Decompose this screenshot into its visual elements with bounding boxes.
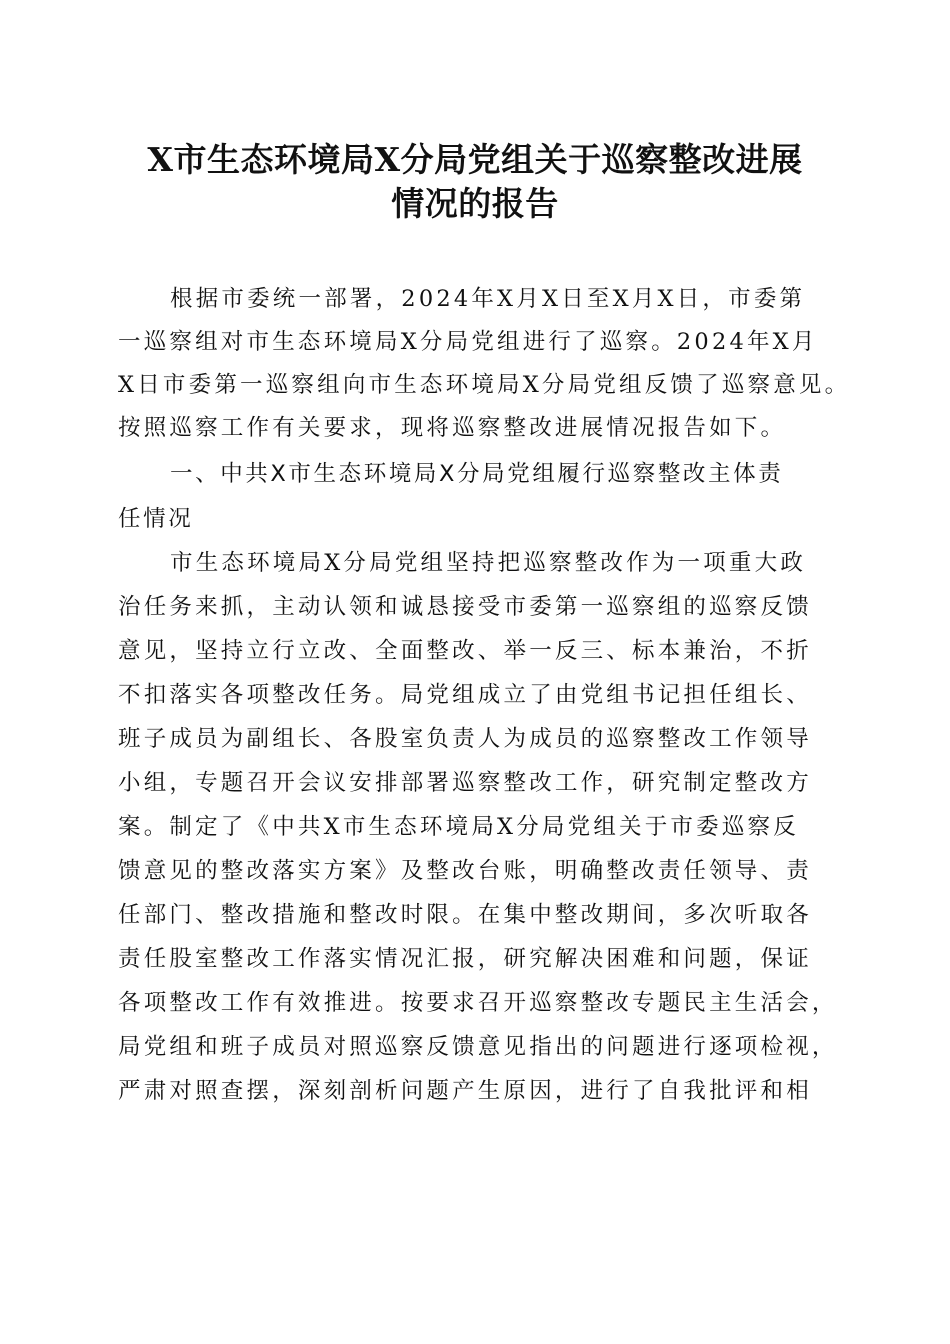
paragraph-2-line-12: 局党组和班子成员对照巡察反馈意见指出的问题进行逐项检视， bbox=[118, 1034, 838, 1060]
paragraph-2-line-7: 案。制定了《中共X市生态环境局X分局党组关于市委巡察反 bbox=[118, 814, 799, 840]
paragraph-2-line-1: 市生态环境局X分局党组坚持把巡察整改作为一项重大政 bbox=[170, 550, 807, 576]
paragraph-2-line-2: 治任务来抓，主动认领和诚恳接受市委第一巡察组的巡察反馈 bbox=[118, 594, 812, 620]
paragraph-2-line-10: 责任股室整改工作落实情况汇报，研究解决困难和问题，保证 bbox=[118, 946, 812, 972]
paragraph-2-line-13: 严肃对照查摆，深刻剖析问题产生原因，进行了自我批评和相 bbox=[118, 1078, 812, 1104]
paragraph-2-line-5: 班子成员为副组长、各股室负责人为成员的巡察整改工作领导 bbox=[118, 726, 812, 752]
paragraph-2-line-9: 任部门、整改措施和整改时限。在集中整改期间，多次听取各 bbox=[118, 902, 812, 928]
paragraph-2-line-4: 不扣落实各项整改任务。局党组成立了由党组书记担任组长、 bbox=[118, 682, 812, 708]
paragraph-1-line-3: X日市委第一巡察组向市生态环境局X分局党组反馈了巡察意见。 bbox=[118, 372, 851, 398]
paragraph-2-line-11: 各项整改工作有效推进。按要求召开巡察整改专题民主生活会， bbox=[118, 990, 838, 1016]
document-title-line-2: 情况的报告 bbox=[391, 184, 559, 223]
paragraph-2-line-6: 小组，专题召开会议安排部署巡察整改工作，研究制定整改方 bbox=[118, 770, 812, 796]
paragraph-1-line-1: 根据市委统一部署，2024年X月X日至X月X日，市委第 bbox=[170, 286, 806, 312]
paragraph-1-line-2: 一巡察组对市生态环境局X分局党组进行了巡察。2024年X月 bbox=[118, 329, 818, 355]
section-heading-1-line-1: 一、中共X市生态环境局X分局党组履行巡察整改主体责 bbox=[170, 461, 784, 487]
section-heading-1-line-2: 任情况 bbox=[118, 506, 194, 532]
paragraph-2-line-3: 意见，坚持立行立改、全面整改、举一反三、标本兼治，不折 bbox=[118, 638, 812, 664]
paragraph-1-line-4: 按照巡察工作有关要求，现将巡察整改进展情况报告如下。 bbox=[118, 415, 787, 441]
document-title-line-1: X市生态环境局X分局党组关于巡察整改进展 bbox=[147, 140, 803, 179]
paragraph-2-line-8: 馈意见的整改落实方案》及整改台账，明确整改责任领导、责 bbox=[118, 858, 812, 884]
